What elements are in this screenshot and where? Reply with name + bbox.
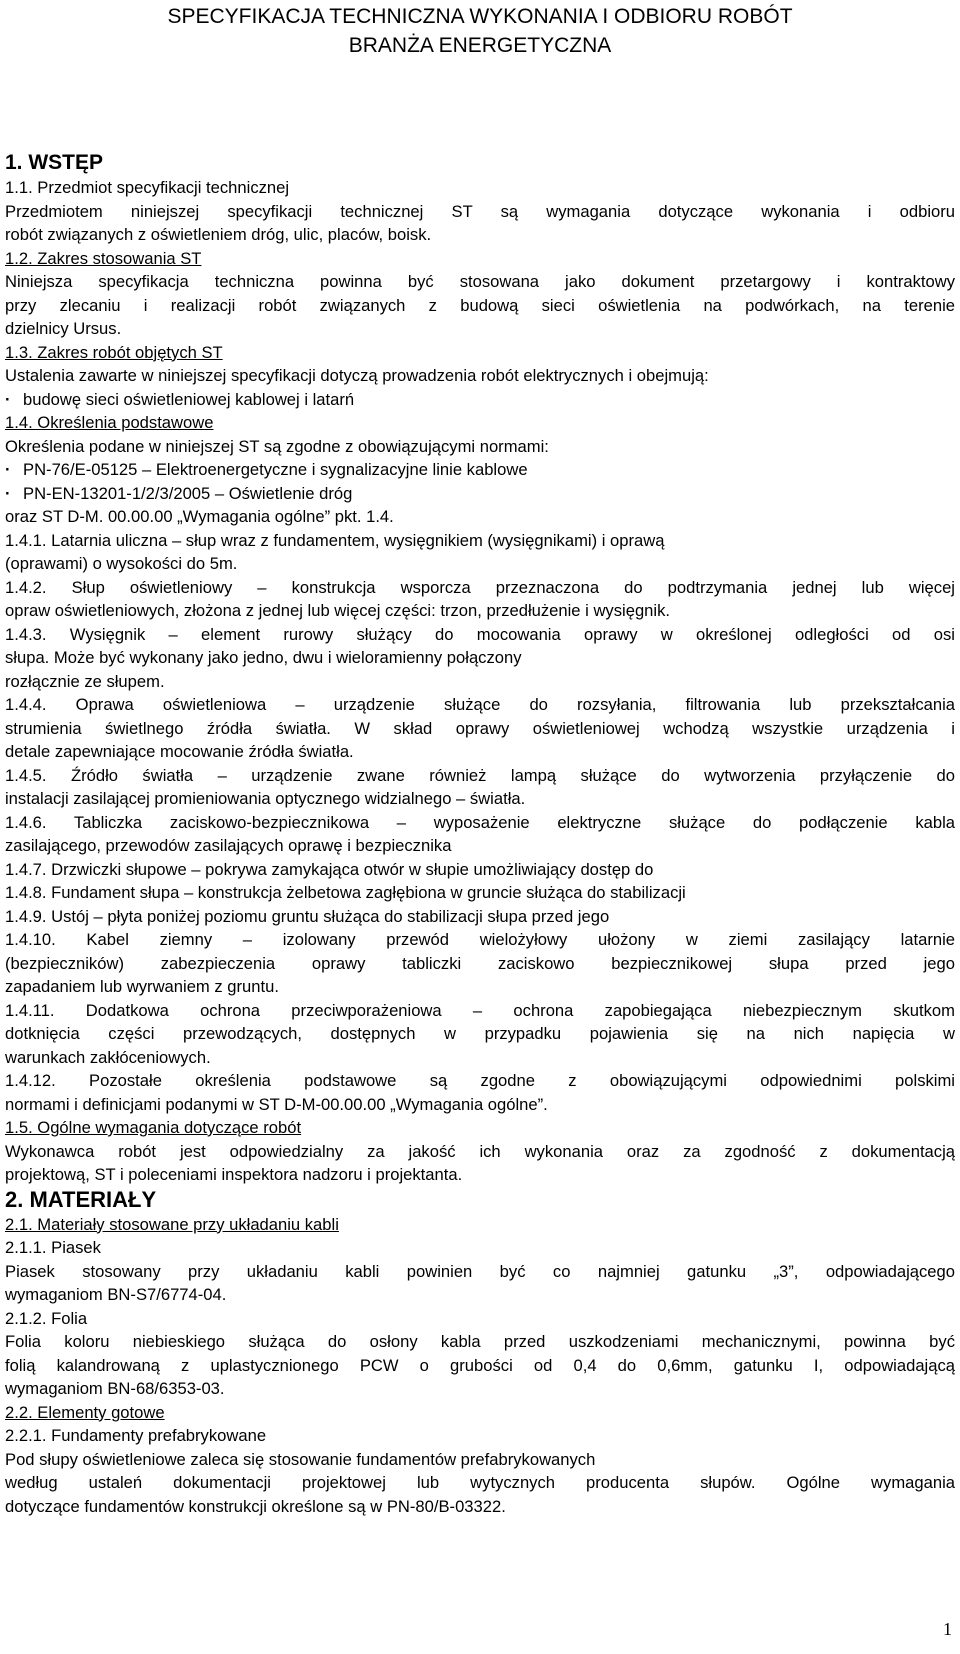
definition-line: 1.4.3. Wysięgnik – element rurowy służący do mocowania oprawy w określonej odległości od osi (5, 624, 955, 644)
paragraph-line: dzielnicy Ursus. (5, 319, 122, 338)
definition-line: 1.4.4. Oprawa oświetleniowa – urządzenie służące do rozsyłania, filtrowania lub przekształcania (5, 695, 955, 714)
paragraph-line: Folia koloru niebieskiego służąca do osłony kabla przed uszkodzeniami mechanicznymi, powinna być (5, 1332, 955, 1351)
section-2-2-heading: 2.2. Elementy gotowe (5, 1402, 165, 1422)
paragraph-line: Pod słupy oświetleniowe zaleca się stosowanie fundamentów prefabrykowanych (5, 1449, 596, 1469)
paragraph-line: folią kalandrowaną z uplastycznionego PCW o grubości od 0,4 do 0,6mm, gatunku I, odpowiadającą (5, 1355, 955, 1375)
section-1-5-heading: 1.5. Ogólne wymagania dotyczące robót (5, 1118, 302, 1137)
paragraph-line: przy zlecaniu i realizacji robót związanych z budową sieci oświetlenia na podwórkach, na terenie (5, 295, 955, 315)
paragraph-line: według ustaleń dokumentacji projektowej lub wytycznych producenta słupów. Ogólne wymagania (5, 1473, 955, 1492)
definition-line: 1.4.1. Latarnia uliczna – słup wraz z fundamentem, wysięgnikiem (wysięgnikami) i oprawą (5, 530, 665, 550)
definition-line: (oprawami) o wysokości do 5m. (5, 554, 238, 573)
definition-line: zasilającego, przewodów zasilających oprawę i bezpiecznika (5, 836, 452, 855)
paragraph-line: Określenia podane w niniejszej ST są zgodne z obowiązującymi normami: (5, 436, 549, 456)
paragraph-line: Piasek stosowany przy układaniu kabli powinien być co najmniej gatunku „3”, odpowiadającego (5, 1261, 955, 1281)
bullet-item: · budowę sieci oświetleniowej kablowej i latarń (5, 388, 955, 412)
paragraph-line: wymaganiom BN-68/6353-03. (5, 1379, 225, 1398)
paragraph-line: Ustalenia zawarte w niniejszej specyfikacji dotyczą prowadzenia robót elektrycznych i obejmują: (5, 366, 709, 385)
section-1-2-heading: 1.2. Zakres stosowania ST (5, 248, 202, 268)
bullet-item: · PN-EN-13201-1/2/3/2005 – Oświetlenie dróg (5, 482, 955, 506)
definition-line: normami i definicjami podanymi w ST D-M-00.00.00 „Wymagania ogólne”. (5, 1094, 548, 1114)
section-2-1-heading: 2.1. Materiały stosowane przy układaniu kabli (5, 1214, 339, 1234)
section-2-1-2-heading: 2.1.2. Folia (5, 1308, 88, 1328)
section-2-1-1-heading: 2.1.1. Piasek (5, 1238, 101, 1257)
definition-line: (bezpieczników) zabezpieczenia oprawy tabliczki zaciskowo bezpiecznikowej słupa przed jego (5, 953, 955, 973)
definition-line: dotknięcia części przewodzących, dostępnych w przypadku pojawienia się na nich napięcia w (5, 1024, 955, 1043)
page-number: 1 (943, 1619, 952, 1639)
definition-line: warunkach zakłóceniowych. (5, 1047, 211, 1067)
definition-line: strumienia świetlnego źródła światła. W skład oprawy oświetleniowej wchodzą wszystkie urządzenia i (5, 718, 955, 738)
section-1-1-heading: 1.1. Przedmiot specyfikacji technicznej (5, 178, 290, 197)
paragraph-line: oraz ST D-M. 00.00.00 „Wymagania ogólne” pkt. 1.4. (5, 507, 394, 526)
title-line-1: SPECYFIKACJA TECHNICZNA WYKONANIA I ODBIORU ROBÓT (167, 5, 793, 28)
definition-line: instalacji zasilającej promieniowania optycznego widzialnego – światła. (5, 789, 526, 808)
definition-line: 1.4.6. Tabliczka zaciskowo-bezpiecznikowa – wyposażenie elektryczne służące do podłączenie kabla (5, 812, 955, 832)
document-page (5, 0, 955, 1518)
paragraph-line: Niniejsza specyfikacja techniczna powinna być stosowana jako dokument przetargowy i kontraktowy (5, 272, 955, 291)
definition-line: opraw oświetleniowych, złożona z jednej lub więcej części: trzon, przedłużenie i wysięgnik. (5, 601, 670, 620)
definition-line: 1.4.11. Dodatkowa ochrona przeciwporażeniowa – ochrona zapobiegająca niebezpiecznym skutkom (5, 1000, 955, 1020)
paragraph-line: Wykonawca robót jest odpowiedzialny za jakość ich wykonania oraz za zgodność z dokumentacją (5, 1141, 955, 1161)
definition-line: 1.4.10. Kabel ziemny – izolowany przewód wielożyłowy ułożony w ziemi zasilający latarnie (5, 930, 955, 949)
paragraph-line: projektową, ST i poleceniami inspektora nadzoru i projektanta. (5, 1165, 463, 1184)
section-2-heading: 2. MATERIAŁY (5, 1186, 157, 1212)
section-1-heading: 1. WSTĘP (5, 151, 104, 174)
definition-line: 1.4.9. Ustój – płyta poniżej poziomu gruntu służąca do stabilizacji słupa przed jego (5, 906, 610, 926)
paragraph-line: robót związanych z oświetleniem dróg, ulic, placów, boisk. (5, 225, 432, 244)
section-2-2-1-heading: 2.2.1. Fundamenty prefabrykowane (5, 1426, 267, 1445)
definition-line: 1.4.5. Źródło światła – urządzenie zwane również lampą służące do wytworzenia przyłączenie do (5, 765, 955, 785)
definition-line: zapadaniem lub wyrwaniem z gruntu. (5, 977, 279, 996)
title-line-2: BRANŻA ENERGETYCZNA (348, 34, 612, 57)
paragraph-line: wymaganiom BN-S7/6774-04. (5, 1285, 227, 1304)
section-1-4-heading: 1.4. Określenia podstawowe (5, 413, 214, 432)
definition-line: 1.4.7. Drzwiczki słupowe – pokrywa zamykająca otwór w słupie umożliwiający dostęp do (5, 859, 654, 879)
section-1-3-heading: 1.3. Zakres robót objętych ST (5, 342, 223, 362)
paragraph-line: Przedmiotem niniejszej specyfikacji technicznej ST są wymagania dotyczące wykonania i odbioru (5, 201, 955, 221)
document-title (5, 2, 955, 60)
paragraph-line: dotyczące fundamentów konstrukcji określone są w PN-80/B-03322. (5, 1496, 506, 1516)
definition-line: rozłącznie ze słupem. (5, 671, 165, 691)
definition-line: słupa. Może być wykonany jako jedno, dwu i wieloramienny połączony (5, 648, 522, 667)
bullet-item: · PN-76/E-05125 – Elektroenergetyczne i sygnalizacyjne linie kablowe (5, 458, 955, 482)
definition-line: 1.4.12. Pozostałe określenia podstawowe są zgodne z obowiązującymi odpowiednimi polskimi (5, 1071, 955, 1090)
definition-line: 1.4.8. Fundament słupa – konstrukcja żelbetowa zagłębiona w gruncie służąca do stabilizacji (5, 883, 686, 902)
definition-line: detale zapewniające mocowanie źródła światła. (5, 742, 354, 761)
definition-line: 1.4.2. Słup oświetleniowy – konstrukcja wsporcza przeznaczona do podtrzymania jednej lub więcej (5, 577, 955, 597)
